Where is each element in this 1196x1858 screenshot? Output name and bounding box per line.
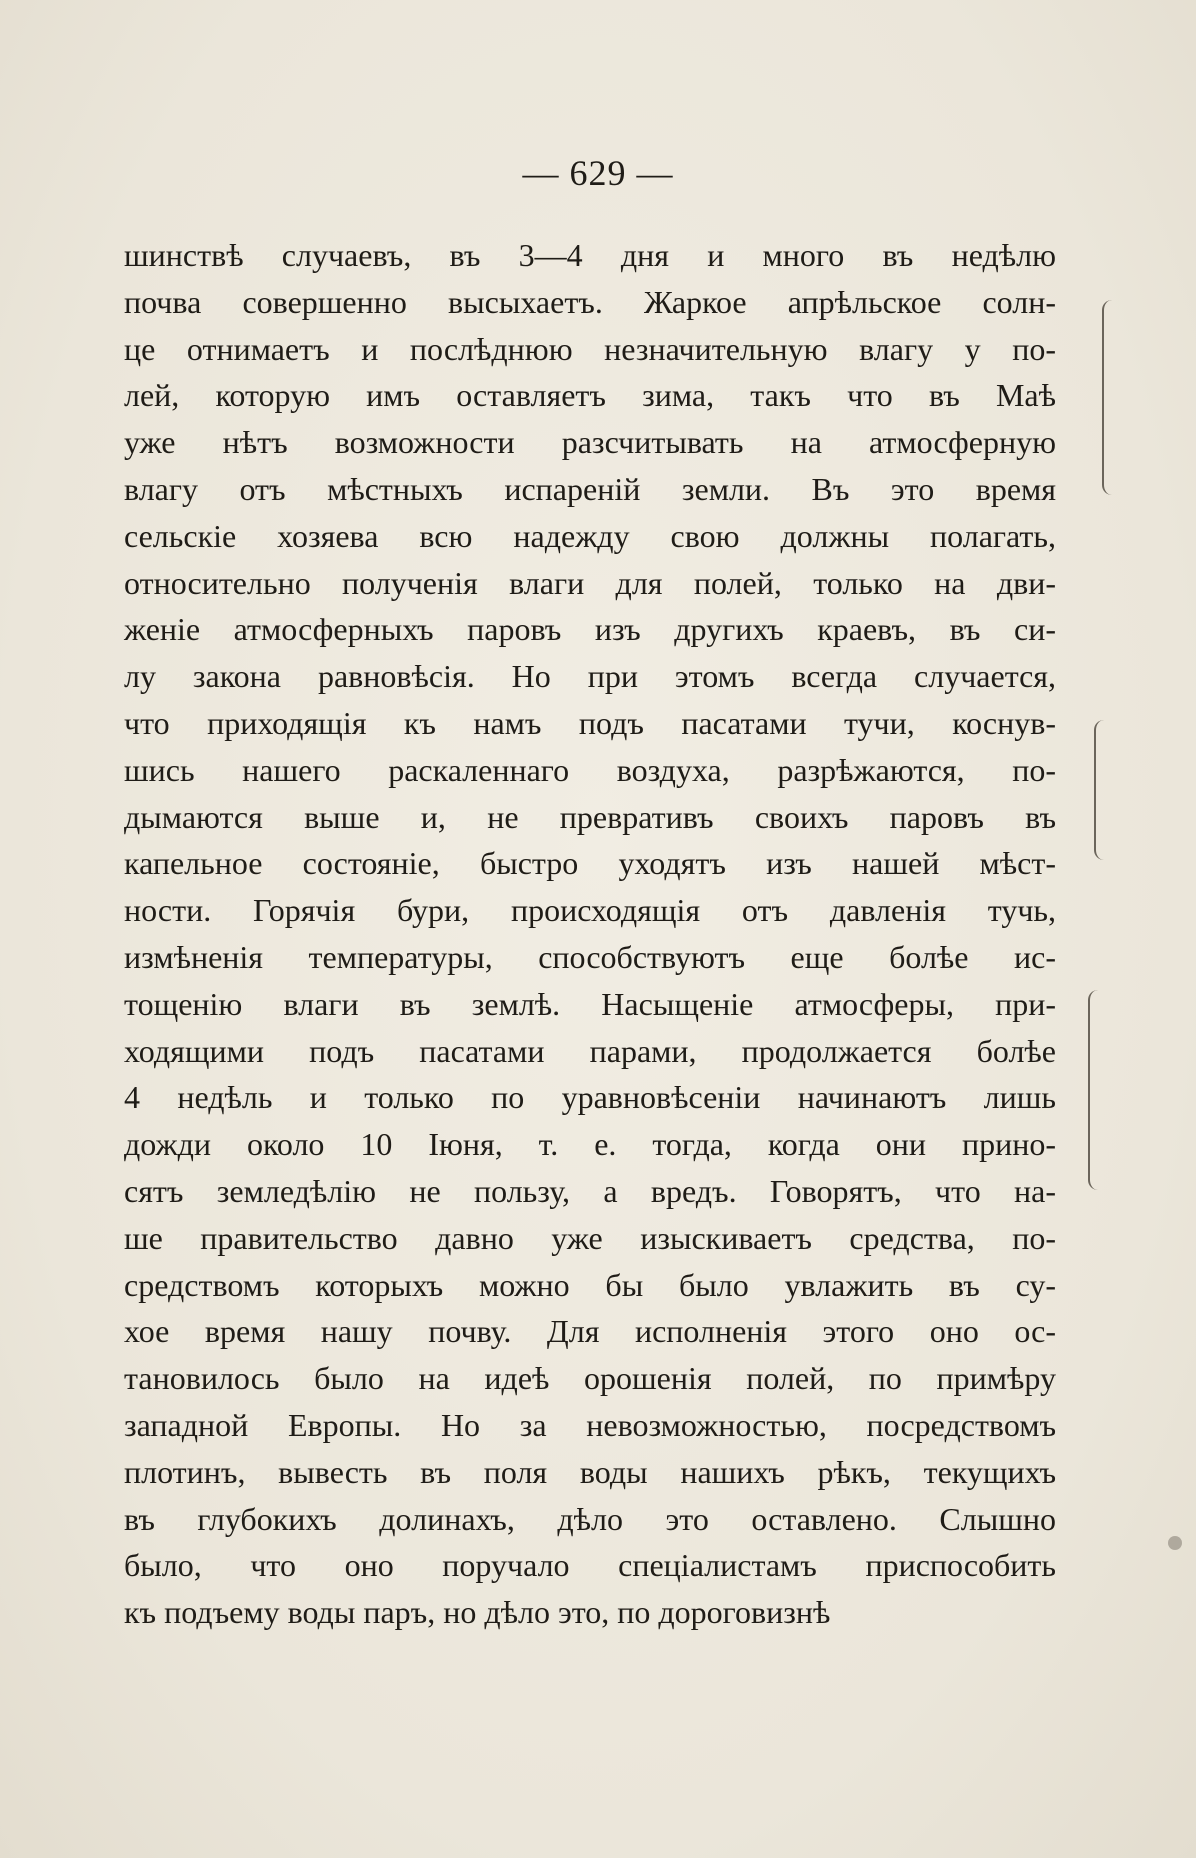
text-line: лу закона равновѣсія. Но при этомъ всегда случается, [124, 658, 1056, 695]
text-line: хое время нашу почву. Для исполненія этого оно ос- [124, 1313, 1056, 1350]
text-line: что приходящія къ намъ подъ пасатами тучи, коснув- [124, 704, 1056, 741]
margin-pencil-mark [1088, 990, 1100, 1190]
text-line: капельное состояніе, быстро уходятъ изъ нашей мѣст- [124, 845, 1056, 882]
text-line: лей, которую имъ оставляетъ зима, такъ что въ Маѣ [124, 377, 1056, 414]
text-line: дожди около 10 Іюня, т. е. тогда, когда они прино- [124, 1126, 1056, 1163]
text-line: тощенію влаги въ землѣ. Насыщеніе атмосферы, при- [124, 985, 1056, 1022]
text-line: тановилось было на идеѣ орошенія полей, по примѣру [124, 1360, 1056, 1397]
page-number: — 629 — [522, 153, 674, 193]
text-line: ше правительство давно уже изыскиваетъ средства, по- [124, 1219, 1056, 1256]
text-line: сятъ земледѣлію не пользу, а вредъ. Говорятъ, что на- [124, 1172, 1056, 1209]
text-line: западной Европы. Но за невозможностью, посредствомъ [124, 1406, 1056, 1443]
margin-pencil-mark [1102, 300, 1114, 495]
text-line: шись нашего раскаленнаго воздуха, разрѣжаются, по- [124, 751, 1056, 788]
text-line: влагу отъ мѣстныхъ испареній земли. Въ это время [124, 470, 1056, 507]
text-line: относительно полученія влаги для полей, только на дви- [124, 564, 1056, 601]
text-line: къ подъему воды паръ, но дѣло это, по дороговизнѣ [124, 1594, 831, 1631]
body-text [124, 232, 1056, 1636]
text-line: ходящими подъ пасатами парами, продолжается болѣе [124, 1032, 1056, 1069]
text-line: средствомъ которыхъ можно бы было увлажить въ су- [124, 1266, 1056, 1303]
text-line: сельскіе хозяева всю надежду свою должны полагать, [124, 517, 1056, 554]
text-line: дымаются выше и, не превративъ своихъ паровъ въ [124, 798, 1056, 835]
text-line: почва совершенно высыхаетъ. Жаркое апрѣльское солн- [124, 283, 1056, 320]
text-line: 4 недѣль и только по уравновѣсеніи начинаютъ лишь [124, 1079, 1056, 1116]
margin-pencil-mark [1094, 720, 1106, 860]
text-line: це отнимаетъ и послѣднюю незначительную влагу у по- [124, 330, 1056, 367]
text-line: было, что оно поручало спеціалистамъ приспособить [124, 1547, 1056, 1584]
text-line: измѣненія температуры, способствуютъ еще болѣе ис- [124, 938, 1056, 975]
text-line: плотинъ, вывесть въ поля воды нашихъ рѣкъ, текущихъ [124, 1453, 1056, 1490]
text-line: въ глубокихъ долинахъ, дѣло это оставлено. Слышно [124, 1500, 1056, 1537]
text-line: шинствѣ случаевъ, въ 3—4 дня и много въ недѣлю [124, 237, 1056, 273]
text-line: уже нѣтъ возможности разсчитывать на атмосферную [124, 424, 1056, 461]
text-line: женіе атмосферныхъ паровъ изъ другихъ краевъ, въ си- [124, 611, 1056, 648]
text-line: ности. Горячія бури, происходящія отъ давленія тучь, [124, 892, 1056, 929]
ink-smudge [1168, 1536, 1182, 1550]
